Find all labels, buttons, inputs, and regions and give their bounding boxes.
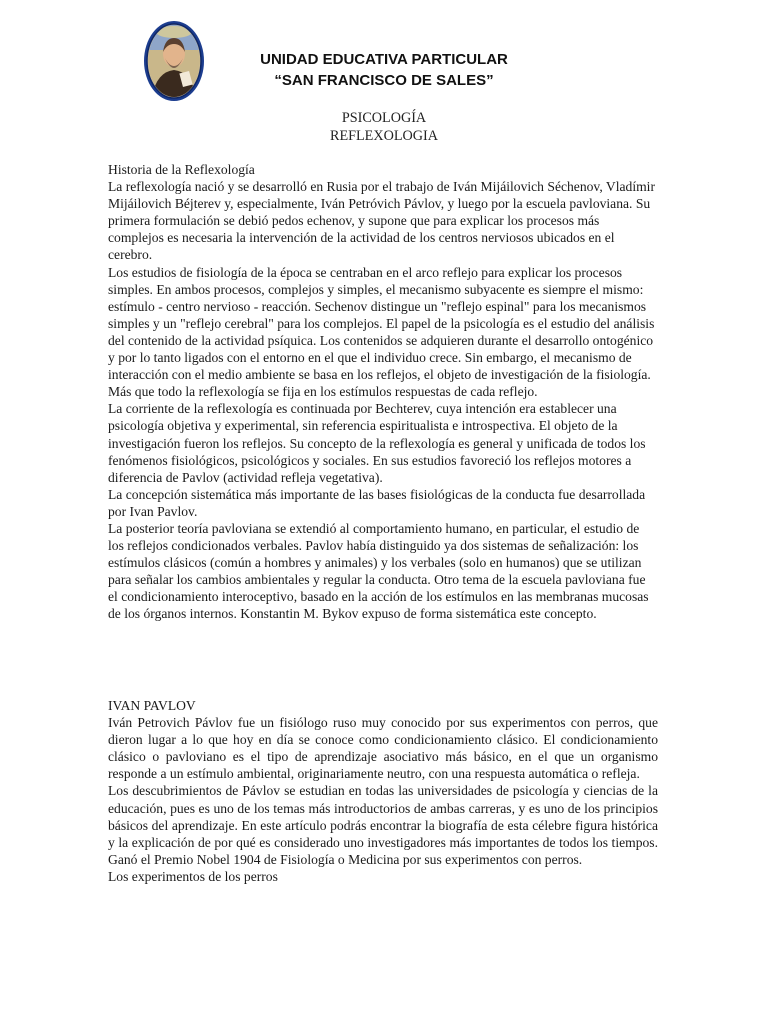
paragraph: Los experimentos de los perros	[108, 868, 278, 884]
paragraph: Más que todo la reflexología se fija en los estímulos respuestas de cada reflejo.	[108, 384, 538, 400]
subject-title: PSICOLOGÍA	[341, 110, 427, 126]
subject-block	[0, 109, 768, 145]
paragraph: Iván Petrovich Pávlov fue un fisiólogo ruso muy conocido por sus experimentos con perros, que dieron lugar a lo que hoy en día se conoce como condicionamiento clásico. El condicionamiento clásico o pavloviano es el tipo de aprendizaje asociativo más básico, en el que un organismo responde a un estímulo ambiental, originariamente neutro, con una respuesta automática o refleja.	[108, 715, 658, 782]
paragraph: La corriente de la reflexología es continuada por Bechterev, cuya intención era establecer una psicología objetiva y experimental, sin referencia espiritualista e introspectiva. El objeto de la investigación fueron los reflejos. Su concepto de la reflexología es general y unificada de todos los fenómenos fisiológicos, psicológicos y sociales. En sus estudios favoreció los reflejos motores a diferencia de Pavlov (actividad refleja vegetativa).	[108, 401, 646, 485]
topic-title: REFLEXOLOGIA	[330, 128, 438, 144]
paragraph: Los estudios de fisiología de la época se centraban en el arco reflejo para explicar los procesos simples. En ambos procesos, complejos y simples, el mecanismo subyacente es siempre el mismo: estímulo - centro nervioso - reacción. Sechenov distingue un "reflejo espinal" para los mecanismos simples y un "reflejo cerebral" para los complejos. El papel de la psicología es el estudio del análisis del contenido de la actividad psíquica. Los contenidos se adquieren durante el desarrollo ontogénico y por lo tanto ligados con el entorno en el que el individuo crece. Sin embargo, el mecanismo de interacción con el medio ambiente se basa en los reflejos, el objeto de investigación de la fisiología.	[108, 264, 655, 383]
school-header	[0, 49, 768, 91]
pavlov-section	[108, 697, 658, 885]
paragraph: La posterior teoría pavloviana se extendió al comportamiento humano, en particular, el estudio de los reflejos condicionados verbales. Pavlov había distinguido ya dos sistemas de señalización: los estímulos clásicos (común a hombres y animales) y los verbales (solo en humanos) que se utilizan para señalar los cambios ambientales y regular la conducta. Otro tema de la escuela pavloviana fue el condicionamiento interoceptivo, basado en la acción de los estímulos en las membranas mucosas de los órganos internos. Konstantin M. Bykov expuso de forma sistemática este concepto.	[108, 520, 649, 622]
paragraph: Los descubrimientos de Pávlov se estudian en todas las universidades de psicología y ciencias de la educación, pues es uno de los temas más introductorios de ambas carreras, y es uno de los principios básicos del aprendizaje. En este artículo podrás encontrar la biografía de esta célebre figura histórica y la explicación de por qué es considerado uno investigadores más importantes de todos los tiempos. Ganó el Premio Nobel 1904 de Fisiología o Medicina por sus experimentos con perros.	[108, 783, 658, 867]
history-section	[108, 161, 658, 623]
section-heading: Historia de la Reflexología	[108, 162, 255, 177]
school-name-line1: UNIDAD EDUCATIVA PARTICULAR	[260, 51, 508, 68]
paragraph: La reflexología nació y se desarrolló en Rusia por el trabajo de Iván Mijáilovich Séchenov, Vladímir Mijáilovich Béjterev y, especialmente, Iván Petróvich Pávlov, y luego por la escuela pavloviana. Su primera formulación se debió pedos echenov, y supone que para explicar los procesos más complejos es necesaria la intervención de la actividad de los centros nerviosos ubicados en el cerebro.	[108, 179, 655, 263]
school-name-line2: “SAN FRANCISCO DE SALES”	[274, 72, 494, 89]
section-heading: IVAN PAVLOV	[108, 698, 196, 713]
paragraph: La concepción sistemática más importante de las bases fisiológicas de la conducta fue desarrollada por Ivan Pavlov.	[108, 486, 646, 519]
